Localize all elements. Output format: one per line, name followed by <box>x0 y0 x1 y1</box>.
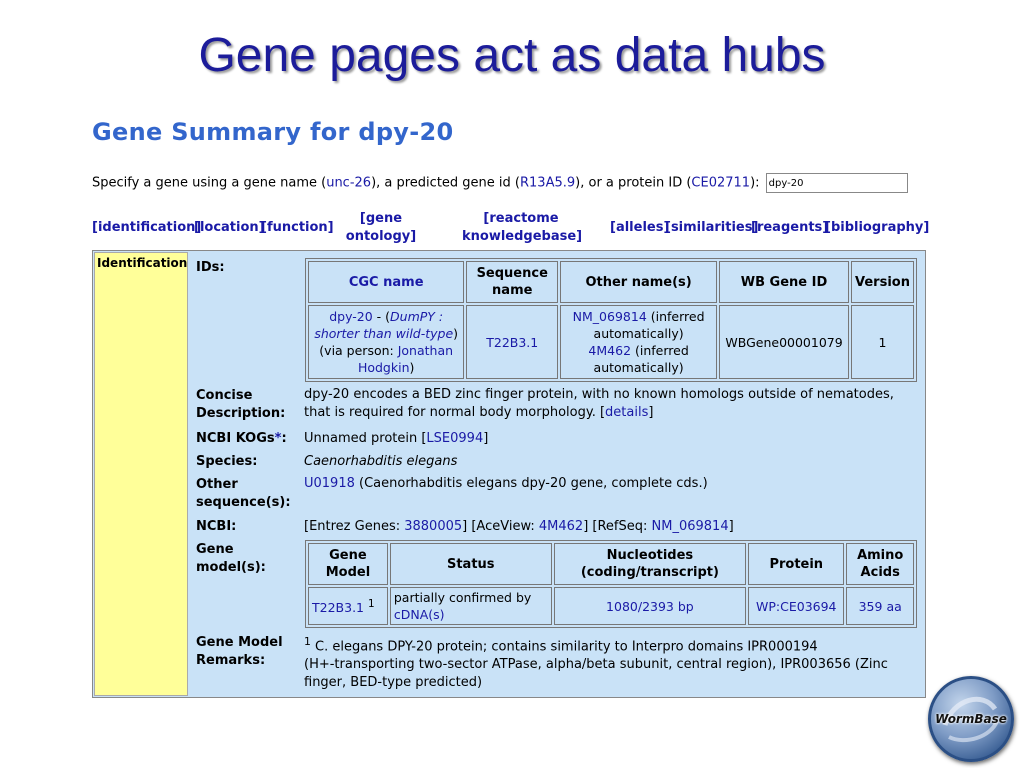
cgc-dash: - ( <box>372 309 391 324</box>
ids-header-wbid: WB Gene ID <box>719 261 849 303</box>
sequence-name-link[interactable]: T22B3.1 <box>486 334 539 350</box>
concise-line2: that is required for normal body morphology. [ <box>304 405 606 420</box>
remarks-line3: finger, BED-type predicted) <box>304 675 483 691</box>
remarks-value <box>304 633 914 692</box>
gene-model-link[interactable]: T22B3.1 <box>312 600 364 616</box>
gm-header-model <box>308 543 388 585</box>
nav-gene-ontology-line1: [gene <box>359 211 403 226</box>
cgc-desc-1[interactable]: DumPY : <box>390 309 444 324</box>
gm-amino-link[interactable]: 359 aa <box>858 598 902 614</box>
gm-protein-link[interactable]: WP:CE03694 <box>756 598 837 614</box>
nav-similarities[interactable]: [similarities] <box>665 220 759 235</box>
entrez-link[interactable]: 3880005 <box>404 519 463 534</box>
gene-models-label <box>196 541 266 577</box>
specify-prefix: Specify a gene using a gene name ( <box>92 175 327 191</box>
other-seq-text: (Caenorhabditis elegans dpy-20 gene, complete cds.) <box>354 476 708 491</box>
ids-header-other: Other name(s) <box>560 261 717 303</box>
ids-header-cgc[interactable]: CGC name <box>308 261 464 303</box>
kogs-colon: : <box>281 431 287 446</box>
kogs-link[interactable]: LSE0994 <box>426 431 484 446</box>
ids-other-cell <box>560 305 717 379</box>
concise-label <box>196 387 285 423</box>
other-name-link-2[interactable]: 4M462 <box>588 343 632 358</box>
remarks-line2: (H+-transporting two-sector ATPase, alpha/beta subunit, central region), IPR003656 (Zinc <box>304 657 888 673</box>
kogs-label-text: NCBI KOGs <box>196 431 275 446</box>
kogs-star-link[interactable]: * <box>274 431 282 446</box>
specify-mid2: ), or a protein ID ( <box>575 175 692 191</box>
refseq-link[interactable]: NM_069814 <box>651 519 729 534</box>
gm-header-nuc-1: Nucleotides <box>606 548 694 563</box>
gene-summary-title: Gene Summary for dpy-20 <box>92 118 454 146</box>
gene-search-row <box>92 173 908 193</box>
gene-models-label-1: Gene <box>196 542 234 557</box>
gm-header-nucleotides <box>554 543 747 585</box>
ids-table <box>305 258 917 382</box>
cgc-end: ) <box>409 360 415 375</box>
remarks-label-2: Remarks: <box>196 653 266 668</box>
other-seq-value <box>304 475 708 493</box>
remarks-line1: C. elegans DPY-20 protein; contains similarity to Interpro domains IPR000194 <box>310 639 818 655</box>
other-text-2a: (inferred <box>631 343 689 358</box>
example-gene-id-link[interactable]: R13A5.9 <box>520 175 576 191</box>
details-link[interactable]: details <box>605 405 649 420</box>
ncbi-p4: ] <box>728 519 734 534</box>
other-name-link-1[interactable]: NM_069814 <box>572 309 647 324</box>
cgc-close: ) <box>453 326 459 341</box>
nav-reactome[interactable] <box>462 210 583 246</box>
ids-header-version: Version <box>851 261 914 303</box>
remarks-label-1: Gene Model <box>196 635 283 650</box>
wb-gene-id-value: WBGene00001079 <box>719 305 849 379</box>
specify-mid1: ), a predicted gene id ( <box>371 175 520 191</box>
gene-search-input[interactable] <box>766 173 908 193</box>
cdna-link[interactable]: cDNA(s) <box>393 607 445 622</box>
gm-header-model-1: Gene <box>329 548 367 563</box>
kogs-value <box>304 430 488 448</box>
gm-header-amino <box>846 543 914 585</box>
gm-status-cell <box>390 587 552 625</box>
cgc-person-link-2[interactable]: Hodgkin <box>357 360 410 375</box>
ids-label: IDs: <box>196 260 225 275</box>
nav-gene-ontology[interactable] <box>345 210 417 246</box>
wormbase-logo <box>928 676 1014 762</box>
gene-summary-panel <box>92 250 926 698</box>
ids-header-sequence <box>466 261 558 303</box>
nav-reactome-line1: [reactome <box>483 211 559 226</box>
slide-title: Gene pages act as data hubs <box>198 29 826 82</box>
concise-line1: dpy-20 encodes a BED zinc finger protein, with no known homologs outside of nematodes, <box>304 387 894 402</box>
gene-models-table <box>305 540 917 628</box>
kogs-suffix: ] <box>483 431 489 446</box>
specify-suffix: ): <box>750 175 760 191</box>
ids-header-sequence-1: Sequence <box>476 266 548 281</box>
other-text-1b: automatically) <box>593 326 684 341</box>
ncbi-p3: ] [RefSeq: <box>583 519 652 534</box>
gene-models-label-2: model(s): <box>196 560 266 575</box>
other-seq-label-1: Other <box>196 477 238 492</box>
cgc-desc-2[interactable]: shorter than wild-type <box>314 326 454 341</box>
version-value: 1 <box>851 305 914 379</box>
ncbi-p2: ] [AceView: <box>462 519 539 534</box>
nav-function[interactable]: [function] <box>261 220 334 235</box>
example-gene-name-link[interactable]: unc-26 <box>326 175 372 191</box>
concise-label-2: Description: <box>196 406 286 421</box>
identification-section-label: Identification <box>94 252 188 696</box>
gm-header-aa-2: Acids <box>860 565 900 580</box>
nav-reagents[interactable]: [reagents] <box>751 220 829 235</box>
gm-header-nuc-2: (coding/transcript) <box>580 565 719 580</box>
gm-header-status: Status <box>390 543 552 585</box>
concise-line2-end: ] <box>648 405 654 420</box>
ncbi-label: NCBI: <box>196 519 237 534</box>
section-nav <box>90 208 930 248</box>
kogs-prefix: Unnamed protein [ <box>304 431 427 446</box>
other-seq-label-2: sequence(s): <box>196 495 291 510</box>
remarks-footnote-marker: 1 <box>304 635 311 648</box>
ncbi-value <box>304 518 734 536</box>
gm-status-text: partially confirmed by <box>393 590 532 605</box>
gm-header-model-2: Model <box>325 565 371 580</box>
nav-identification[interactable]: [identification] <box>92 220 202 235</box>
cgc-via: (via person: <box>319 343 398 358</box>
ids-header-sequence-2: name <box>492 283 533 298</box>
nav-gene-ontology-line2: ontology] <box>345 229 417 244</box>
other-text-1a: (inferred <box>646 309 705 324</box>
other-seq-label <box>196 476 291 512</box>
example-protein-id-link[interactable]: CE02711 <box>691 175 751 191</box>
cgc-name-link[interactable]: dpy-20 <box>329 309 373 324</box>
aceview-link[interactable]: 4M462 <box>538 519 584 534</box>
other-seq-link[interactable]: U01918 <box>304 476 355 491</box>
gm-footnote-marker: 1 <box>367 597 375 610</box>
nav-location[interactable]: [location] <box>194 220 265 235</box>
wormbase-logo-text: WormBase <box>935 712 1007 726</box>
species-value: Caenorhabditis elegans <box>304 454 458 469</box>
ids-cgc-cell <box>308 305 464 379</box>
ncbi-p1: [Entrez Genes: <box>304 519 405 534</box>
nav-alleles[interactable]: [alleles] <box>610 220 670 235</box>
concise-label-1: Concise <box>196 388 253 403</box>
remarks-label <box>196 634 283 670</box>
gm-header-protein: Protein <box>748 543 844 585</box>
concise-description <box>304 386 894 422</box>
nav-bibliography[interactable]: [bibliography] <box>825 220 930 235</box>
cgc-person-link-1[interactable]: Jonathan <box>397 343 454 358</box>
gm-model-cell <box>308 587 388 625</box>
nav-reactome-line2: knowledgebase] <box>462 229 583 244</box>
gm-nucleotides-link[interactable]: 1080/2393 bp <box>606 598 694 614</box>
gm-header-aa-1: Amino <box>857 548 904 563</box>
species-label: Species: <box>196 454 258 469</box>
kogs-label <box>196 430 287 448</box>
other-text-2b: automatically) <box>593 360 684 375</box>
